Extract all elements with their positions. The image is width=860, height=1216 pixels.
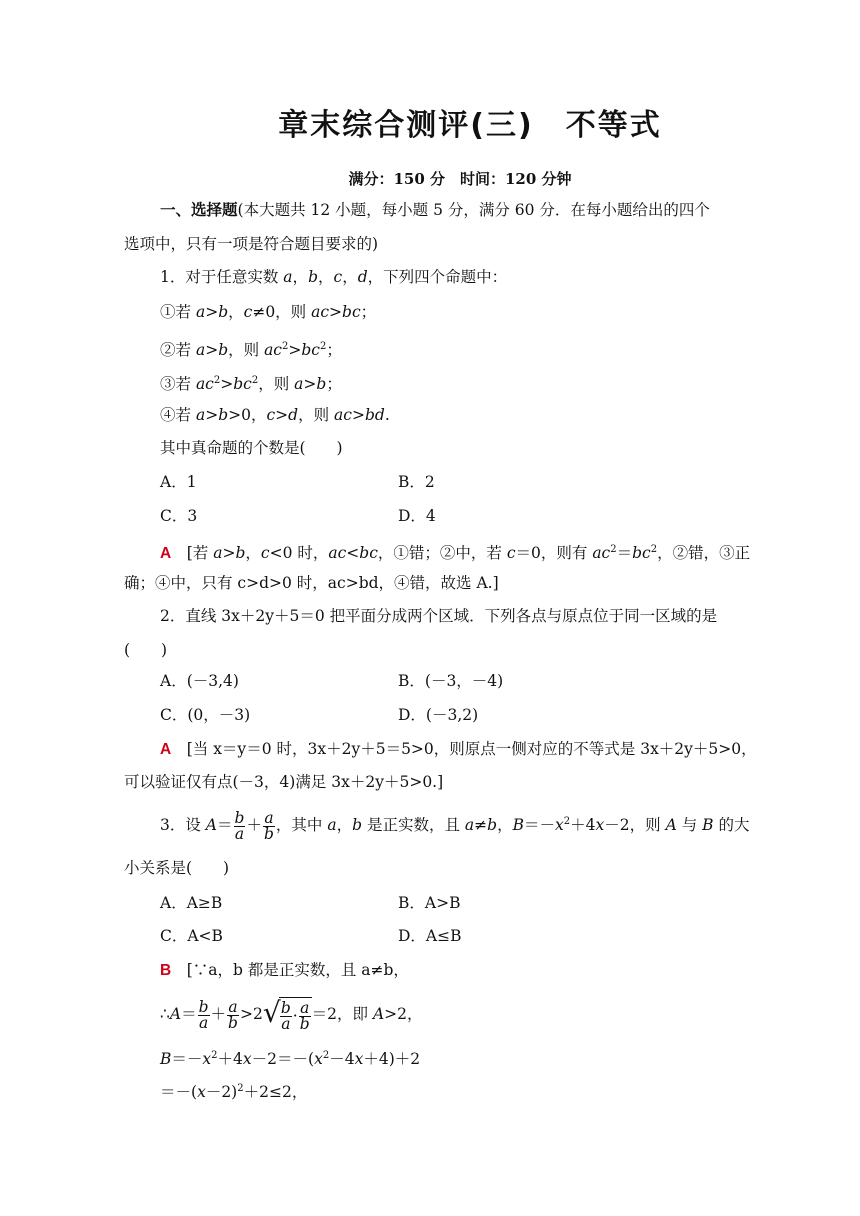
q3-exp-text: [∵a，b 都是正实数，且 a≠b， [186,961,409,979]
q3-answer: B [160,962,172,979]
page-title: 章末综合测评(三) 不等式 [278,108,662,143]
q3-stem: 3．设 A＝ $\frac{b}{a}$ ＋ $\frac{a}{b}$ ，其中 a，b 是正实数，且 a≠b，$B=-x^2+4x-2$，则 A 与 B 的大 [160,808,750,843]
q1-option-a: A．1 [160,473,197,491]
q3-option-c: C．A<B [160,927,223,945]
q2-exp-text: [当 x＝y＝0 时，3x＋2y＋5＝5>0，则原点一侧对应的不等式是 3x＋2y＋5>0， [186,740,757,758]
section-intro-line1 [160,199,710,221]
q2-explanation-line1 [160,738,757,761]
q3-explanation-line4: $=-(x-2)^2+2\le 2$， [160,1083,308,1101]
q2-stem-2: ( ) [124,641,168,659]
q2-option-d: D．(－3,2) [398,706,479,724]
q1-exp-tail: ，③正 [703,544,751,562]
q1-stem-post: ，下列四个命题中： [367,268,508,286]
q3-explanation-line1 [160,959,409,982]
q1-proposition-1: ①若 a>b，c≠0，则 ac>bc； [160,303,377,321]
q1-proposition-4: ④若 a>b>0，c>d，则 ac>bd. [160,406,390,424]
q3-explanation-line2: ∴A＝ $\frac{b}{a}$ ＋ $\frac{a}{b}$ >2 √ $\frac{b}{a}$ · $\frac{a}{b}$ ＝2，即 A>2， [160,995,423,1033]
q3-stem-2: 小关系是( ) [124,859,230,877]
q1-explanation-line2: 确；④中，只有 c>d>0 时，ac>bd，④错，故选 A.] [124,574,499,592]
section-intro-text: (本大题共 12 小题，每小题 5 分，满分 60 分．在每小题给出的四个 [237,201,710,219]
q1-stem: 1．对于任意实数 a，b，c，d，下列四个命题中： [160,268,508,286]
section-heading: 一、选择题 [160,200,238,219]
q1-option-d: D．4 [398,507,436,525]
q1-answer: A [160,545,172,562]
section-intro-line2: 选项中，只有一项是符合题目要求的) [124,235,379,253]
q1-option-b: B．2 [398,473,435,491]
q2-option-c: C．(0，－3) [160,706,251,724]
q2-stem: 2．直线 3x＋2y＋5＝0 把平面分成两个区域．下列各点与原点位于同一区域的是 [160,607,718,625]
q1-explanation-line1: A [若 a>b，c<0 时，ac<bc，①错；②中，若 c＝0，则有 $ac^2=bc^2$，②错，③正 [160,544,751,562]
q2-answer: A [160,741,172,758]
q1-proposition-2: ②若 a>b，则 $ac^2>bc^2$； [160,341,342,359]
q2-option-b: B．(－3，－4) [398,672,504,690]
q2-option-a: A．(－3,4) [160,672,239,690]
q1-stem-pre: 1．对于任意实数 [160,268,284,286]
q3-explanation-line3: $B=-x^2+4x-2=-(x^2-4x+4)+2$ [160,1050,421,1068]
q1-option-c: C．3 [160,507,198,525]
page-subtitle: 满分：150 分 时间：120 分钟 [348,170,572,188]
q2-explanation-line2: 可以验证仅有点(－3，4)满足 3x＋2y＋5>0.] [124,773,444,791]
q3-option-a: A．A≥B [160,894,223,912]
q3-option-b: B．A>B [398,894,461,912]
q1-proposition-3: ③若 $ac^2>bc^2$，则 a>b； [160,375,342,393]
q3-option-d: D．A≤B [398,927,462,945]
q1-ask: 其中真命题的个数是( ) [160,439,343,457]
